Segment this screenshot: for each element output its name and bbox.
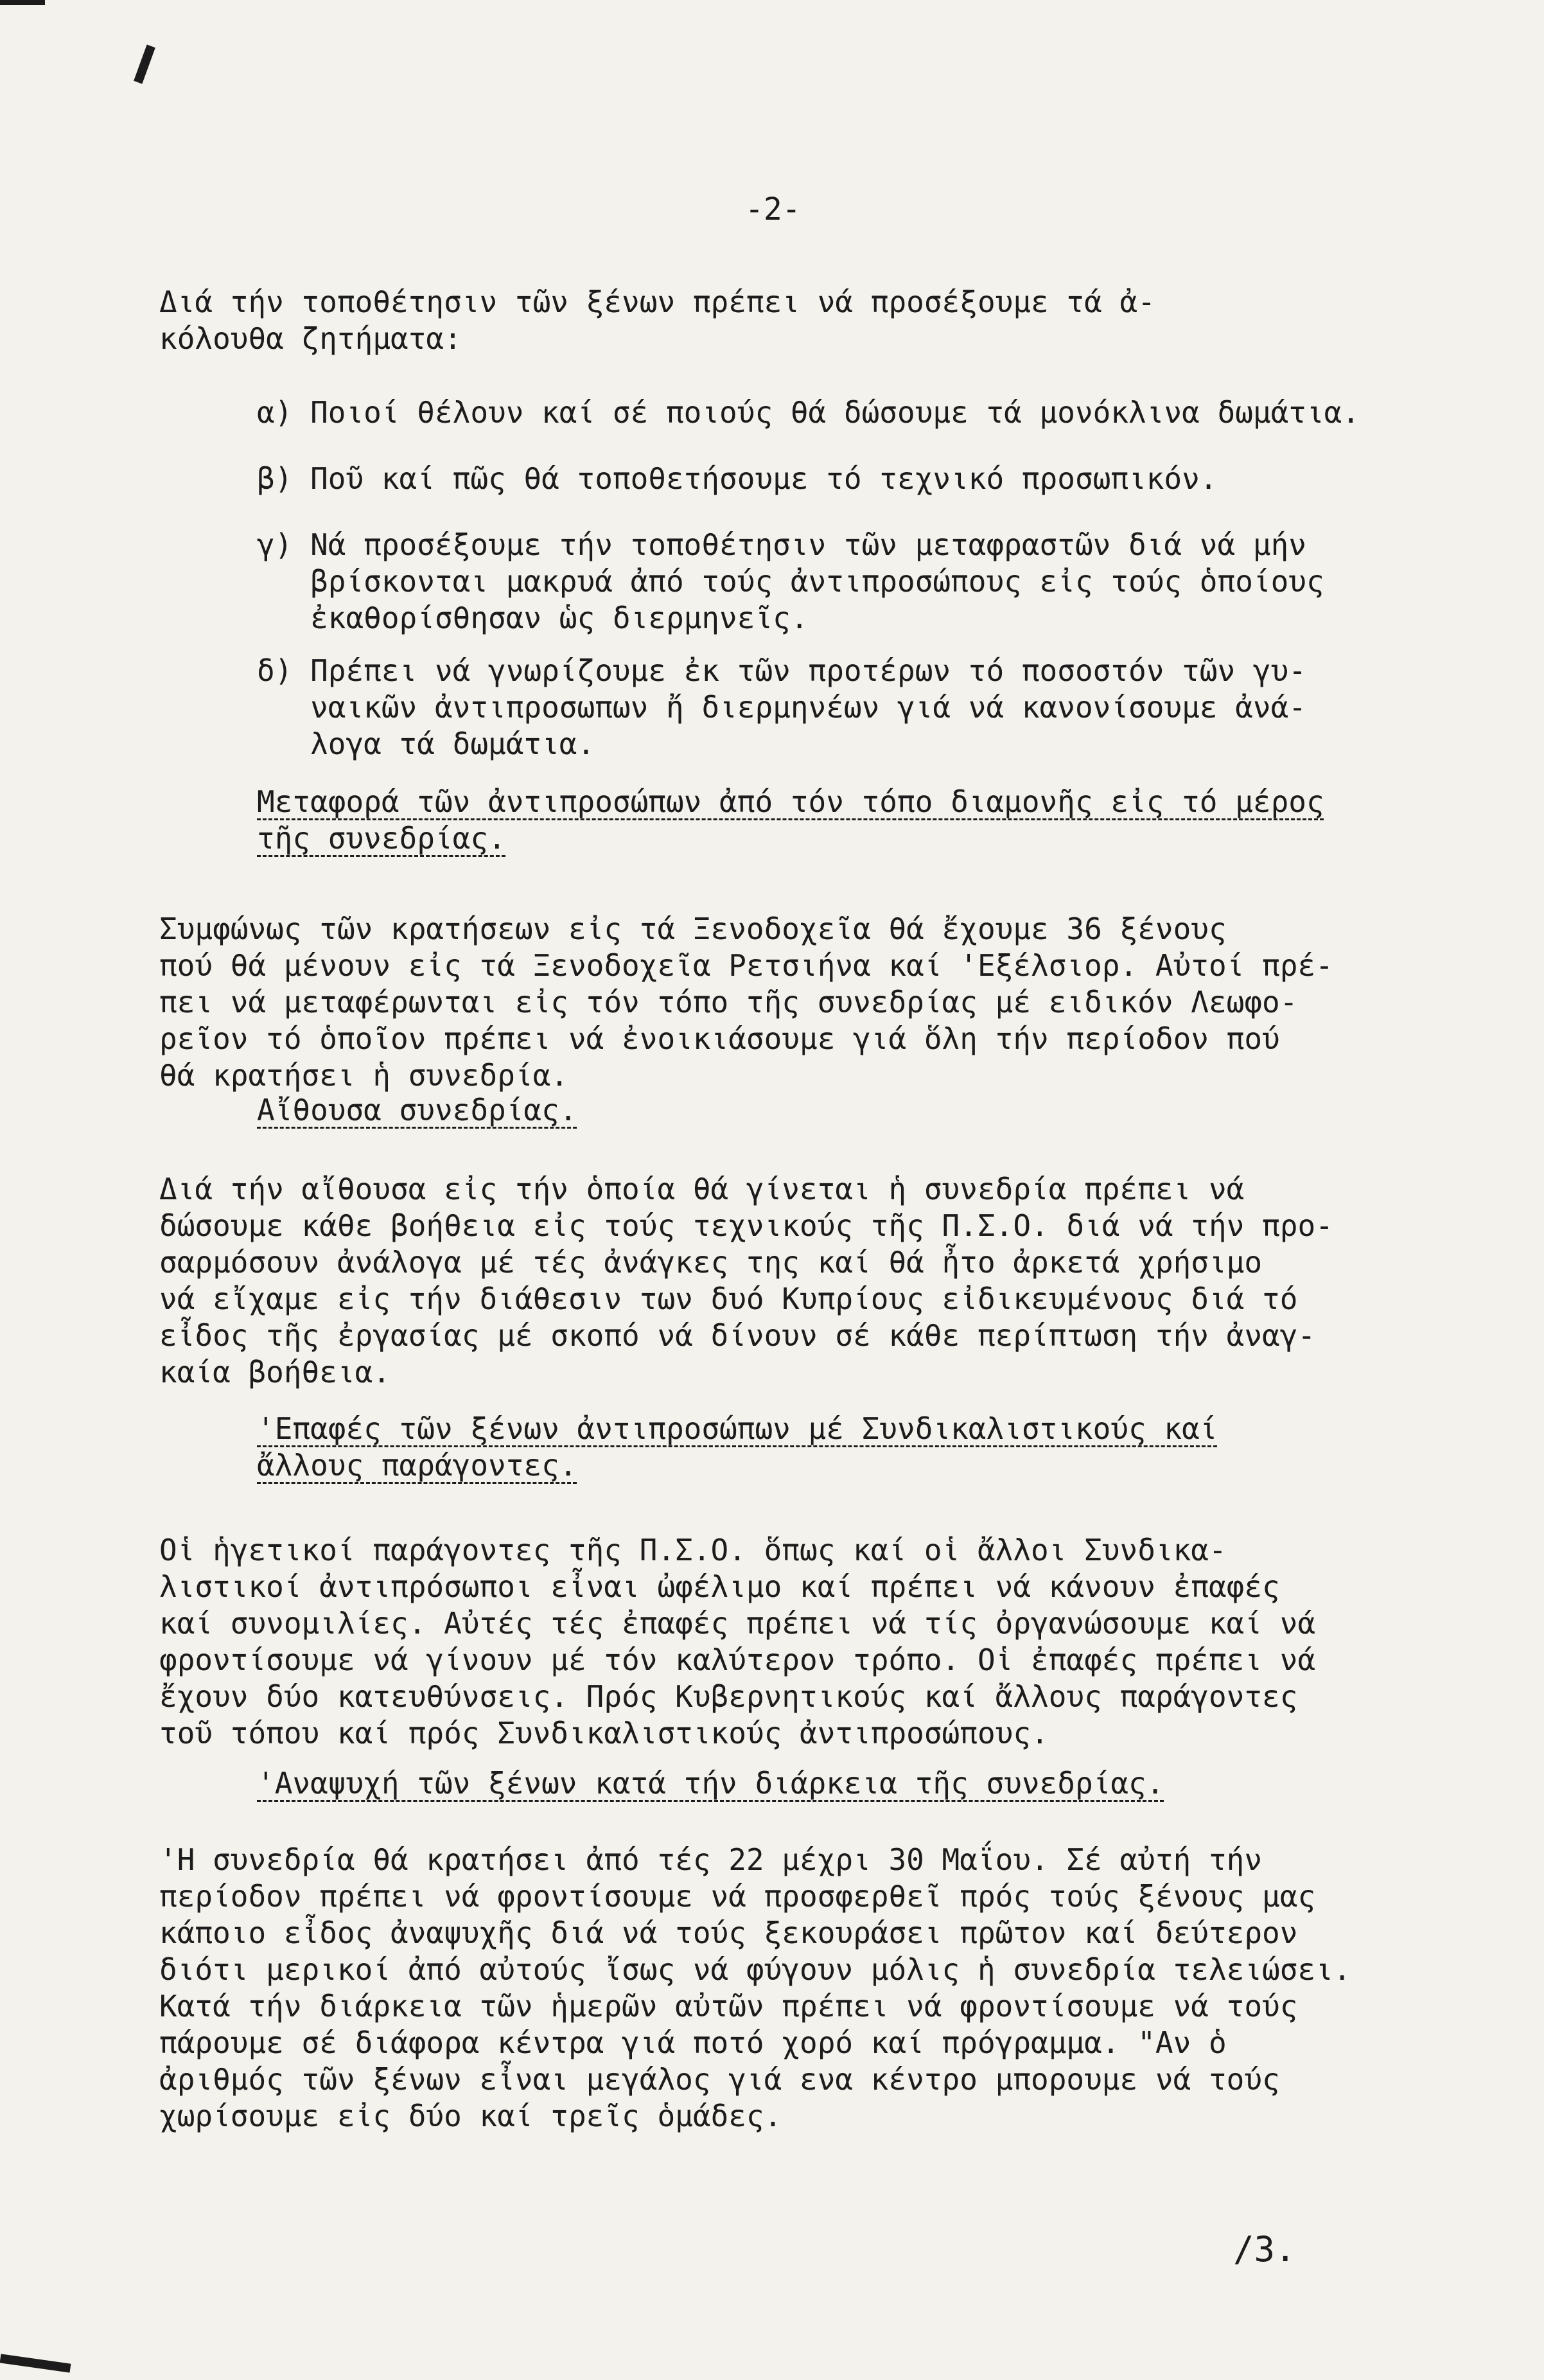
continuation-page-marker: /3. [1233,2229,1296,2270]
list-item-d: δ) Πρέπει νά γνωρίζουμε ἐκ τῶν προτέρων τό ποσοστόν τῶν γυ- ναικῶν ἀντιπροσωπων ἤ διερμηνέων γιά νά κανονίσουμε ἀνά- λογα τά δωμάτια. [257,653,1306,761]
section-heading-contacts: 'Επαφές τῶν ξένων ἀντιπροσώπων μέ Συνδικαλιστικούς καί ἄλλους παράγοντες. [257,1411,1218,1483]
list-item-b: β) Ποῦ καί πῶς θά τοποθετήσουμε τό τεχνικό προσωπικόν. [257,461,1218,496]
paragraph-recreation: 'Η συνεδρία θά κρατήσει ἀπό τές 22 μέχρι 30 Μαΐου. Σέ αὐτή τήν περίοδον πρέπει νά φροντίσουμε νά προσφερθεῖ πρός τούς ξένους μας κάποιο εἶδος ἀναψυχῆς διά νά τούς ξεκουράσει πρῶτον καί δεύτερον διότι μερικοί ἀπό αὐτούς ἴσως νά φύγουν μόλις ἡ συνεδρία τελειώσει. Κατά τήν διάρκεια τῶν ἡμερῶν αὐτῶν πρέπει νά φροντίσουμε νά τούς πάρουμε σέ διάφορα κέντρα γιά ποτό χορό καί πρόγραμμα. "Αν ὁ ἀριθμός τῶν ξένων εἶναι μεγάλος γιά ενα κέντρο μπορουμε νά τούς χωρίσουμε εἰς δύο καί τρεῖς ὁμάδες. [159,1842,1351,2133]
section-heading-recreation: 'Αναψυχή τῶν ξένων κατά τήν διάρκεια τῆς συνεδρίας. [257,1766,1164,1801]
section-heading-transport: Μεταφορά τῶν ἀντιπροσώπων ἀπό τόν τόπο διαμονῆς εἰς τό μέρος τῆς συνεδρίας. [257,784,1324,856]
page-number: -2- [745,191,801,227]
intro-paragraph: Διά τήν τοποθέτησιν τῶν ξένων πρέπει νά προσέξουμε τά ἀ- κόλουθα ζητήματα: [159,285,1155,356]
ink-smudge-top-left [0,0,45,5]
list-item-c: γ) Νά προσέξουμε τήν τοποθέτησιν τῶν μεταφραστῶν διά νά μήν βρίσκονται μακρυά ἀπό τούς ἀντιπροσώπους εἰς τούς ὁποίους ἐκαθορίσθησαν ὡς διερμηνεῖς. [257,527,1324,635]
section-heading-hall: Αἴθουσα συνεδρίας. [257,1093,577,1127]
paragraph-transport: Συμφώνως τῶν κρατήσεων εἰς τά Ξενοδοχεῖα θά ἔχουμε 36 ξένους πού θά μένουν εἰς τά Ξενοδοχεῖα Ρετσιήνα καί 'Εξέλσιορ. Αὐτοί πρέ- πει νά μεταφέρωνται εἰς τόν τόπο τῆς συνεδρίας μέ ειδικόν Λεωφο- ρεῖον τό ὁποῖον πρέπει νά ἐνοικιάσουμε γιά ὅλη τήν περίοδον πού θά κρατήσει ἡ συνεδρία. [159,912,1333,1093]
paragraph-contacts: Οἱ ἡγετικοί παράγοντες τῆς Π.Σ.Ο. ὅπως καί οἱ ἄλλοι Συνδικα- λιστικοί ἀντιπρόσωποι εἶναι ὠφέλιμο καί πρέπει νά κάνουν ἐπαφές καί συνομιλίες. Αὐτές τές ἐπαφές πρέπει νά τίς ὀργανώσουμε καί νά φροντίσουμε νά γίνουν μέ τόν καλύτερον τρόπο. Οἱ ἐπαφές πρέπει νά ἔχουν δύο κατευθύνσεις. Πρός Κυβερνητικούς καί ἄλλους παράγοντες τοῦ τόπου καί πρός Συνδικαλιστικούς ἀντιπροσώπους. [159,1533,1316,1750]
ink-smudge-bottom-left [0,2354,71,2372]
list-item-a: α) Ποιοί θέλουν καί σέ ποιούς θά δώσουμε τά μονόκλινα δωμάτια. [257,395,1360,430]
ink-mark-top-left [134,44,155,84]
paragraph-hall: Διά τήν αἴθουσα εἰς τήν ὁποία θά γίνεται ἡ συνεδρία πρέπει νά δώσουμε κάθε βοήθεια εἰς τούς τεχνικούς τῆς Π.Σ.Ο. διά νά τήν προ- σαρμόσουν ἀνάλογα μέ τές ἀνάγκες της καί θά ἦτο ἀρκετά χρήσιμο νά εἴχαμε εἰς τήν διάθεσιν των δυό Κυπρίους εἰδικευμένους διά τό εἶδος τῆς ἐργασίας μέ σκοπό νά δίνουν σέ κάθε περίπτωση τήν ἀναγ- καία βοήθεια. [159,1172,1333,1389]
